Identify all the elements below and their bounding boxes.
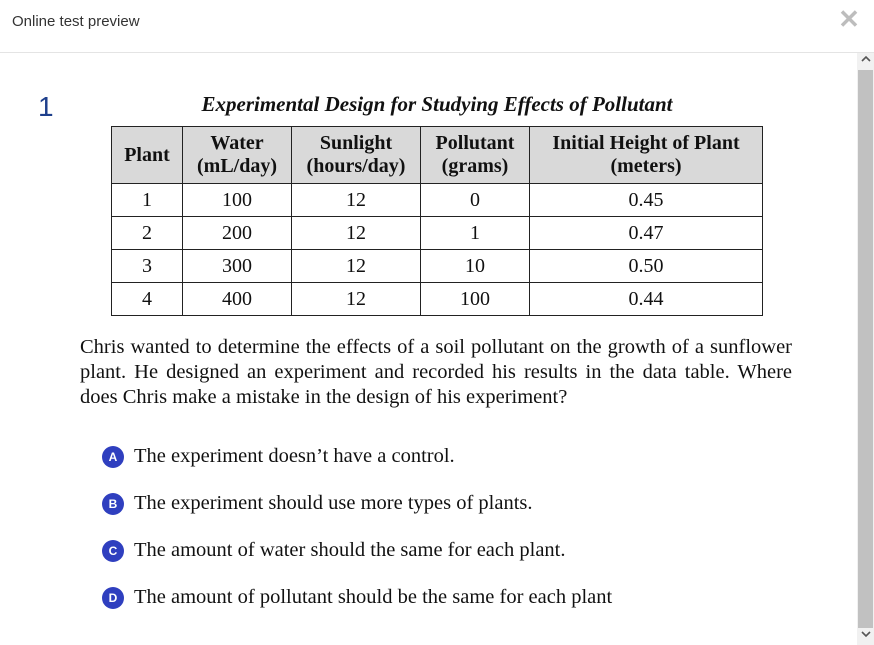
column-header-line: Plant	[124, 143, 170, 166]
column-header-line: (mL/day)	[197, 155, 277, 177]
table-row	[112, 283, 763, 316]
column-header-line: Pollutant	[435, 132, 515, 154]
choice-letter-badge: D	[102, 587, 124, 609]
choice-text: The experiment should use more types of plants.	[134, 492, 533, 514]
table-row	[112, 250, 763, 283]
choice-letter-badge: B	[102, 493, 124, 515]
table-cell: 0.44	[530, 283, 763, 316]
table-cell: 200	[183, 217, 292, 250]
column-header-initial-height	[530, 127, 763, 184]
table-title: Experimental Design for Studying Effects of Pollutant	[201, 92, 673, 116]
dialog-title: Online test preview	[12, 13, 140, 30]
close-icon[interactable]: ✕	[838, 4, 860, 34]
column-header-water	[183, 127, 292, 184]
column-header-pollutant	[421, 127, 530, 184]
column-header-line: Initial Height of Plant	[552, 132, 740, 154]
column-header-line: Water	[210, 132, 264, 154]
table-cell: 100	[183, 184, 292, 217]
question-content	[0, 53, 856, 645]
table-cell: 12	[292, 250, 421, 283]
column-header-sunlight	[292, 127, 421, 184]
question-number: 1	[38, 91, 54, 122]
chevron-down-icon[interactable]	[857, 628, 874, 645]
column-header-line: (grams)	[441, 155, 509, 177]
table-cell: 1	[421, 217, 530, 250]
table-cell: 100	[421, 283, 530, 316]
table-cell: 4	[112, 283, 183, 316]
table-cell: 0.50	[530, 250, 763, 283]
choice-text: The amount of water should the same for each plant.	[134, 539, 566, 561]
data-table	[111, 126, 763, 316]
scrollbar-thumb[interactable]	[858, 70, 873, 628]
column-header-line: (hours/day)	[306, 155, 406, 177]
table-cell: 3	[112, 250, 183, 283]
chevron-up-icon[interactable]	[857, 53, 874, 70]
table-cell: 10	[421, 250, 530, 283]
vertical-scrollbar[interactable]	[857, 53, 874, 645]
table-cell: 300	[183, 250, 292, 283]
table-cell: 1	[112, 184, 183, 217]
choice-letter-badge: A	[102, 446, 124, 468]
table-cell: 400	[183, 283, 292, 316]
table-cell: 0	[421, 184, 530, 217]
dialog-header	[0, 0, 874, 53]
table-cell: 0.47	[530, 217, 763, 250]
table-cell: 12	[292, 217, 421, 250]
column-header-line: (meters)	[610, 155, 682, 177]
choice-letter-badge: C	[102, 540, 124, 562]
table-row	[112, 184, 763, 217]
column-header-plant	[112, 127, 183, 184]
table-cell: 2	[112, 217, 183, 250]
choice-text: The experiment doesn’t have a control.	[134, 445, 455, 467]
question-stem: Chris wanted to determine the effects of a soil pollutant on the growth of a sunflower plant. He designed an experiment and recorded his results in the data table. Where does Chris make a mistake in the design of his experiment?	[80, 336, 792, 408]
choice-text: The amount of pollutant should be the same for each plant	[134, 586, 613, 608]
table-cell: 12	[292, 283, 421, 316]
column-header-line: Sunlight	[319, 132, 393, 154]
table-row	[112, 217, 763, 250]
table-cell: 0.45	[530, 184, 763, 217]
table-cell: 12	[292, 184, 421, 217]
table-header-row	[112, 127, 763, 184]
